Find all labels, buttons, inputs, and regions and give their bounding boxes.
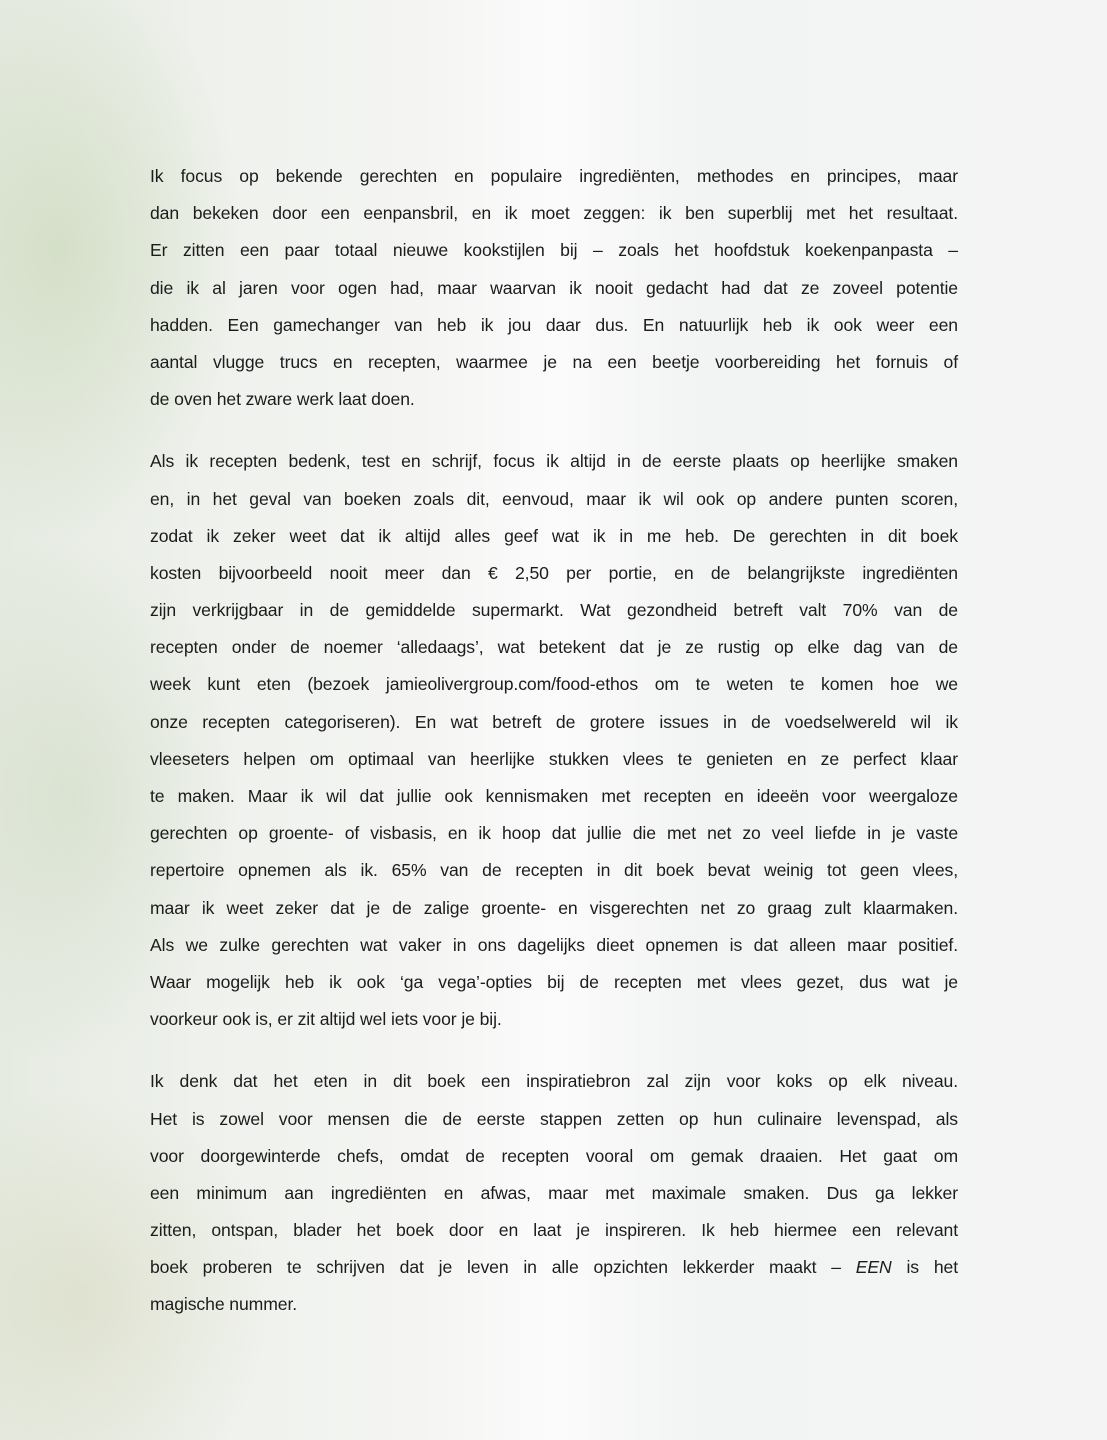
emphasis-een: EEN [855, 1257, 892, 1278]
text-segment: boek proberen te schrijven dat je leven in alle opzichten lekkerder maakt – [150, 1257, 856, 1278]
text-line: die ik al jaren voor ogen had, maar waarvan ik nooit gedacht had dat ze zoveel potentie [150, 277, 958, 298]
paragraph-2 [150, 443, 958, 1038]
text-line: Als we zulke gerechten wat vaker in ons dagelijks dieet opnemen is dat alleen maar positief. [150, 934, 958, 955]
text-line: te maken. Maar ik wil dat jullie ook kennismaken met recepten en ideeën voor weergaloze [150, 786, 958, 806]
text-segment: is het [891, 1257, 958, 1278]
paragraph-1 [150, 158, 958, 418]
text-line: magische nummer. [150, 1294, 298, 1315]
text-line: week kunt eten (bezoek jamieolivergroup.com/food-ethos om te weten te komen hoe we [150, 674, 958, 695]
text-line: vleeseters helpen om optimaal van heerlijke stukken vlees te genieten en ze perfect klaar [150, 748, 958, 769]
paragraph-3 [150, 1063, 958, 1323]
text-line: een minimum aan ingrediënten en afwas, maar met maximale smaken. Dus ga lekker [150, 1182, 958, 1203]
text-line: en, in het geval van boeken zoals dit, eenvoud, maar ik wil ook op andere punten scoren, [150, 488, 958, 509]
text-line: zijn verkrijgbaar in de gemiddelde supermarkt. Wat gezondheid betreft valt 70% van de [150, 600, 958, 621]
text-line: zitten, ontspan, blader het boek door en laat je inspireren. Ik heb hiermee een relevant [150, 1220, 958, 1241]
text-line: onze recepten categoriseren). En wat betreft de grotere issues in de voedselwereld wil ik [150, 711, 958, 732]
text-line: Als ik recepten bedenk, test en schrijf, focus ik altijd in de eerste plaats op heerlijke smaken [150, 451, 958, 472]
text-line: Waar mogelijk heb ik ook ‘ga vega’-opties bij de recepten met vlees gezet, dus wat je [150, 971, 958, 992]
text-line [150, 1249, 958, 1286]
document-body [150, 158, 958, 1349]
text-line: gerechten op groente- of visbasis, en ik hoop dat jullie die met net zo veel liefde in je vaste [150, 823, 958, 844]
text-line: de oven het zware werk laat doen. [150, 389, 415, 410]
text-line: Ik denk dat het eten in dit boek een inspiratiebron zal zijn voor koks op elk niveau. [150, 1071, 958, 1092]
text-line: repertoire opnemen als ik. 65% van de recepten in dit boek bevat weinig tot geen vlees, [150, 860, 958, 881]
text-line: voor doorgewinterde chefs, omdat de recepten vooral om gemak draaien. Het gaat om [150, 1145, 958, 1166]
text-line: voorkeur ook is, er zit altijd wel iets voor je bij. [150, 1009, 502, 1030]
text-line: recepten onder de noemer ‘alledaags’, wat betekent dat je ze rustig op elke dag van de [150, 637, 958, 658]
text-line: kosten bijvoorbeeld nooit meer dan € 2,50 per portie, en de belangrijkste ingrediënten [150, 562, 958, 583]
text-line: aantal vlugge trucs en recepten, waarmee je na een beetje voorbereiding het fornuis of [150, 351, 958, 372]
text-line: Ik focus op bekende gerechten en populaire ingrediënten, methodes en principes, maar [150, 166, 958, 186]
text-line: Het is zowel voor mensen die de eerste stappen zetten op hun culinaire levenspad, als [150, 1108, 958, 1129]
text-line: hadden. Een gamechanger van heb ik jou daar dus. En natuurlijk heb ik ook weer een [150, 314, 958, 335]
text-line: zodat ik zeker weet dat ik altijd alles geef wat ik in me heb. De gerechten in dit boek [150, 525, 958, 546]
text-line: dan bekeken door een eenpansbril, en ik moet zeggen: ik ben superblij met het resultaat. [150, 203, 958, 224]
text-line: maar ik weet zeker dat je de zalige groente- en visgerechten net zo graag zult klaarmaken. [150, 897, 958, 918]
text-line: Er zitten een paar totaal nieuwe kookstijlen bij – zoals het hoofdstuk koekenpanpasta – [150, 240, 958, 261]
